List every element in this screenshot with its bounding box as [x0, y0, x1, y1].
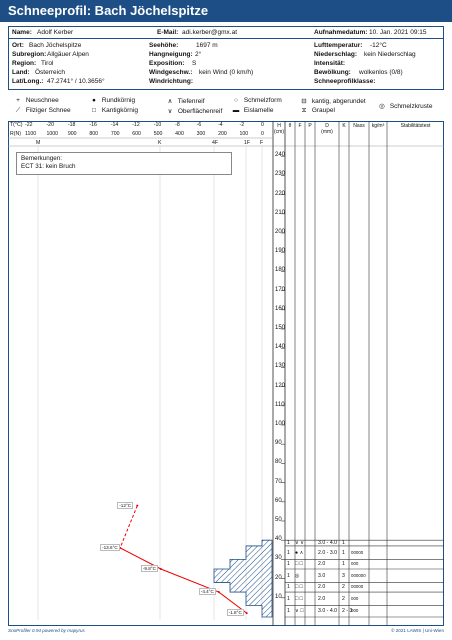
schmelzform-icon: ○ [234, 97, 238, 104]
exposition-label: Exposition: [149, 60, 185, 67]
res-tick-label: 300 [196, 131, 206, 137]
legend-label: Oberflächenreif [177, 108, 223, 115]
legend-label: Graupel [311, 107, 335, 114]
col-dichte-header: kg/m³ [371, 123, 385, 129]
height-tick-label: 140 [275, 344, 286, 351]
layer-nass-value: 00000 [351, 584, 364, 590]
niederschlag-label: Niederschlag: [314, 51, 357, 58]
layer-d-value: 2.0 - 3.0 [318, 549, 338, 556]
land-label: Land: [12, 69, 30, 76]
layer-k-value: 1 [342, 561, 345, 568]
temp-tick-label: -16 [89, 122, 97, 128]
name-label: Name: [12, 29, 32, 36]
temp-label: -13.6°C [102, 544, 118, 550]
layer-nass-value: 000 [351, 561, 359, 567]
seehoehe-label: Seehöhe: [149, 42, 179, 49]
layer-theta-value: 1 [287, 608, 290, 615]
layer-theta-value: 1 [287, 540, 290, 547]
graupel-icon: ⧖ [301, 107, 307, 114]
col-nass-header: Nass [353, 123, 365, 129]
ort-value: Bach Jöchelspitze [29, 42, 82, 49]
temp-tick-label: -20 [46, 122, 54, 128]
legend-label: Neuschnee [25, 97, 59, 104]
temp-tick-label: -4 [218, 122, 223, 128]
footer [8, 628, 444, 633]
email-label: E-Mail: [157, 29, 179, 36]
legend-label: kantig, abgerundet [311, 98, 366, 105]
niederschlag-value: kein Niederschlag [364, 51, 416, 58]
kantigkoernig-icon: □ [92, 107, 96, 114]
height-tick-label: 210 [275, 209, 286, 216]
temp-label: -1.8°C [228, 610, 242, 616]
legend-label: Filziger Schnee [25, 107, 71, 114]
tiefenreif-icon: ∧ [167, 98, 173, 105]
layer-nass-value: 000 [351, 608, 359, 614]
rundkoernig-icon: ● [92, 97, 96, 104]
wind-label: Windgeschw.: [149, 69, 193, 76]
region-label: Region: [12, 60, 37, 67]
latlong-value: 47.2741° / 10.3656° [47, 78, 105, 85]
layer-theta-value: 1 [287, 595, 290, 602]
date-value: 10. Jan. 2021 09:15 [369, 29, 427, 36]
layer-k-value: 2 [342, 584, 345, 591]
hangneigung-value: 2° [195, 51, 202, 58]
schmelzkruste-icon: ◎ [379, 103, 385, 110]
layer-form-value: ∨ □ [295, 608, 304, 615]
filziger-schnee-icon: ⟋ [15, 107, 21, 114]
air-temp-line [120, 506, 137, 548]
subregion-value: Allgäuer Alpen [47, 51, 89, 58]
height-tick-label: 40 [275, 536, 282, 543]
intensitaet-label: Intensität: [314, 60, 346, 67]
hangneigung-label: Hangneigung: [149, 51, 193, 58]
temp-tick-label: -8 [175, 122, 180, 128]
legend-label: Schmelzkruste [389, 103, 433, 110]
res-tick-label: 200 [218, 131, 227, 137]
legend-label: Schmelzform [243, 97, 282, 104]
wind-value: kein Wind (0 km/h) [199, 69, 254, 76]
layer-nass-value: 000 [351, 595, 359, 601]
temp-point [218, 591, 220, 593]
lufttemp-label: Lufttemperatur: [314, 42, 363, 49]
temp-axis-label: T(°C) [10, 122, 23, 128]
eislamelle-icon: ▬ [232, 107, 240, 114]
height-tick-label: 130 [275, 363, 286, 370]
layer-k-value: 3 [342, 572, 345, 579]
height-tick-label: 60 [275, 497, 282, 504]
hand-hardness-label: 4F [212, 140, 219, 146]
subregion-label: Subregion: [12, 51, 47, 58]
layer-d-value: 2.0 [318, 561, 326, 568]
layer-d-value: 3.0 - 4.0 [318, 608, 338, 615]
layer-form-value: □ □ [295, 561, 303, 568]
hand-hardness-label: 1F [244, 140, 251, 146]
lufttemp-value: -12°C [370, 42, 387, 49]
layer-form-value: ● ∧ [295, 549, 304, 556]
hand-hardness-label: K [158, 140, 162, 146]
height-tick-label: 30 [275, 555, 282, 562]
height-tick-label: 200 [275, 229, 286, 235]
res-tick-label: 1100 [25, 131, 37, 137]
height-tick-label: 20 [275, 574, 282, 581]
layer-theta-value: 1 [287, 561, 290, 568]
col-k-header: K [342, 123, 346, 129]
col-stab-header: Stabilitätstest [400, 123, 431, 129]
col-h-header: H (cm) [274, 123, 284, 135]
temp-tick-label: -14 [110, 122, 119, 128]
layer-k-value: 1 [342, 549, 345, 556]
height-tick-label: 110 [275, 401, 285, 408]
res-tick-label: 800 [89, 131, 99, 137]
res-tick-label: 600 [132, 131, 141, 137]
layer-k-value: 1 [342, 540, 345, 547]
hand-hardness-label: F [260, 140, 264, 146]
layer-d-value: 3.0 [318, 572, 326, 579]
res-tick-label: 500 [153, 131, 163, 137]
height-tick-label: 70 [275, 478, 282, 485]
height-tick-label: 50 [275, 517, 282, 523]
res-tick-label: 1000 [46, 131, 58, 137]
legend-label: Rundkörnig [101, 97, 136, 104]
layer-k-value: 2 [342, 595, 345, 602]
height-tick-label: 100 [275, 421, 286, 427]
height-tick-label: 10 [275, 593, 282, 600]
height-tick-label: 160 [275, 305, 286, 312]
col-p-header: P [308, 123, 312, 129]
col-theta-header: θ [288, 123, 292, 129]
temp-tick-label: -18 [67, 122, 76, 128]
height-tick-label: 150 [275, 325, 286, 331]
height-tick-label: 170 [275, 286, 286, 293]
bewoelkung-label: Bewölkung: [314, 69, 351, 76]
temp-label: -12°C [119, 502, 132, 508]
height-tick-label: 120 [275, 382, 286, 389]
remarks-title: Bemerkungen: [21, 155, 62, 162]
windrichtung-label: Windrichtung: [149, 78, 193, 85]
kantig-abgerundet-icon: ⊟ [301, 98, 307, 105]
temp-tick-label: -2 [239, 122, 245, 128]
res-tick-label: 900 [67, 131, 77, 137]
temp-point [246, 612, 248, 614]
layer-form-value: ∨ ∨ [295, 540, 305, 547]
res-tick-label: 100 [239, 131, 249, 137]
layer-d-value: 2.0 [318, 595, 326, 602]
height-tick-label: 190 [275, 248, 286, 255]
layer-d-value: 2.0 [318, 584, 326, 591]
hardness-profile [214, 540, 272, 617]
temp-point [160, 568, 162, 570]
temp-tick-label: -6 [196, 122, 202, 128]
height-tick-label: 90 [275, 440, 282, 447]
temp-tick-label: -12 [132, 122, 140, 128]
temp-tick-label: 0 [261, 122, 264, 128]
layer-k-value: 2 - 3 [342, 608, 353, 615]
seehoehe-value: 1697 m [196, 42, 218, 49]
height-tick-label: 180 [275, 267, 286, 274]
name-value: Adolf Kerber [37, 29, 74, 36]
page-title: Schneeprofil: Bach Jöchelspitze [0, 0, 452, 22]
footer-left: SnoProfiler 0.94 powered by mapyrus [8, 628, 85, 633]
temp-tick-label: -22 [25, 122, 33, 128]
height-tick-label: 80 [275, 459, 282, 466]
remarks-text: ECT 31: kein Bruch [21, 163, 76, 170]
neuschnee-icon: + [16, 97, 20, 104]
res-axis-label: R(N) [10, 131, 21, 137]
layer-nass-value: 00000 [351, 549, 364, 555]
height-tick-label: 240 [275, 152, 286, 159]
date-label: Aufnahmedatum: [314, 29, 368, 36]
col-d-header: D (mm) [321, 123, 333, 135]
ort-label: Ort: [12, 42, 24, 49]
klasse-label: Schneeprofilklasse: [314, 78, 376, 85]
legend-label: Kantigkörnig [101, 107, 138, 114]
temp-label: -9.8°C [142, 566, 156, 571]
res-tick-label: 400 [175, 131, 184, 137]
latlong-label: Lat/Long.: [12, 78, 44, 85]
layer-form-value: □ □ [295, 595, 303, 602]
layer-theta-value: 1 [287, 572, 290, 579]
legend-label: Tiefenreif [177, 98, 205, 105]
col-f-header: F [298, 123, 302, 129]
legend-label: Eislamelle [243, 107, 274, 114]
oberflaechenreif-icon: ∨ [167, 108, 173, 115]
remarks-box [16, 152, 232, 175]
layer-form-value: □ □ [295, 584, 303, 591]
email-value: adi.kerber@gmx.at [182, 29, 238, 36]
height-tick-label: 230 [275, 171, 286, 178]
temp-tick-label: -10 [153, 122, 162, 128]
region-value: Tirol [41, 60, 54, 67]
layer-theta-value: 1 [287, 549, 290, 556]
layer-theta-value: 1 [287, 584, 290, 591]
hand-hardness-label: M [36, 140, 41, 146]
temp-label: -4.4°C [200, 589, 214, 595]
exposition-value: S [192, 60, 197, 67]
layer-d-value: 3.0 - 4.0 [318, 540, 338, 547]
layer-nass-value: 000000 [351, 572, 366, 578]
height-tick-label: 220 [275, 190, 286, 197]
layer-form-value: ◎ [295, 572, 300, 579]
footer-right: © 2021 LAWIS | Uni-Wien [391, 628, 444, 633]
land-value: Österreich [35, 69, 65, 76]
temp-point [136, 505, 138, 507]
res-tick-label: 700 [110, 131, 120, 137]
res-tick-label: 0 [261, 131, 264, 137]
bewoelkung-value: wolkenlos (0/8) [359, 69, 403, 76]
